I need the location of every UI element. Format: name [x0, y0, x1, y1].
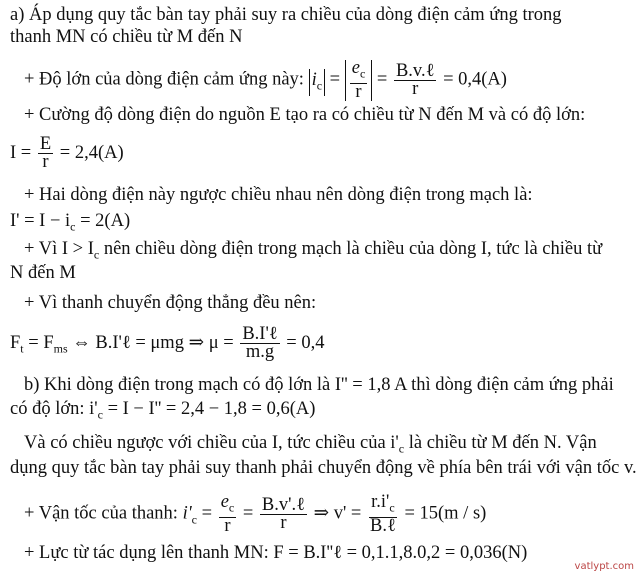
text-line: có độ lớn: $i'_c = I - I'' = 2,4 - 1,8 = 0,6(A)$ — [10, 399, 316, 422]
eq-total-current: $I' = I - i_c = 2(A)$ — [10, 211, 131, 234]
text-line: b) Khi dòng điện trong mạch có độ lớn là I'' = 1,8 A thì dòng điện cảm ứng phải — [24, 375, 614, 395]
eq-source-current: I = $\frac{E}{r}$ = 2,4(A) — [10, 134, 124, 172]
text-line: + Vì $I > I_c$ nên chiều dòng điện trong mạch là chiều của dòng I, tức là chiều từ — [24, 239, 603, 262]
abs-ic: $i_c$ — [309, 69, 325, 97]
watermark: vatlypt.com — [574, 561, 634, 572]
text-line: + Hai dòng điện này ngược chiều nhau nên dòng điện trong mạch là: — [24, 185, 533, 205]
text-line: + Vì thanh chuyển động thẳng đều nên: — [24, 293, 317, 313]
eq-velocity: + Vận tốc của thanh: $i'_c$ = $\frac{e_c}{r}$ = $\frac{\text{B.v'.ℓ}}{r}$ ⇒ v' = $\frac{r.i'_c}{\text{B.ℓ}}$ = 15(m / s) — [24, 492, 487, 536]
text-line: + Cường độ dòng điện do nguồn E tạo ra có chiều từ N đến M và có độ lớn: — [24, 105, 586, 125]
fraction-e-r: $\frac{E}{r}$ — [39, 134, 52, 172]
text-line: a) Áp dụng quy tắc bàn tay phải suy ra chiều của dòng điện cảm ứng trong — [10, 5, 562, 25]
text-line: Và có chiều ngược với chiều của I, tức chiều của $i'_c$ là chiều từ M đến N. Vận — [24, 433, 597, 456]
result: = 0,4(A) — [443, 69, 507, 90]
eq-friction: $F_t = F_{ms}$ ⇔ B.I'ℓ = μmg ⇒ μ = $\frac{\text{B.I'ℓ}}{m.g}$ = 0,4 — [10, 324, 325, 362]
text-line: + Lực từ tác dụng lên thanh MN: F = B.I''ℓ = 0,1.1,8.0,2 = 0,036(N) — [24, 543, 528, 563]
bullet-induced-current: + Độ lớn của dòng điện cảm ứng này: $i_c$ = $\frac{e_c}{r}$ = $\frac{\text{B.v.ℓ}}{r}$ = 0,4(A) — [24, 58, 507, 102]
fraction-ric-bl: $\frac{r.i'_c}{\text{B.ℓ}}$ — [370, 492, 396, 536]
text-line: N đến M — [10, 263, 76, 283]
text-line: thanh MN có chiều từ M đến N — [10, 27, 243, 47]
fraction-mu: $\frac{\text{B.I'ℓ}}{m.g}$ — [242, 324, 278, 362]
fraction-ec-r: $\frac{e_c}{r}$ — [220, 492, 235, 536]
fraction-bvpl-r: $\frac{\text{B.v'.ℓ}}{r}$ — [261, 494, 305, 533]
fraction-bvl-r: $\frac{\text{B.v.ℓ}}{r}$ — [395, 60, 435, 99]
text-line: dụng quy tắc bàn tay phải suy thanh phải chuyển động về phía bên trái với vận tốc v. — [10, 458, 637, 478]
abs-fraction: $\frac{e_c}{r}$ — [345, 60, 373, 101]
bullet-label: + Độ lớn của dòng điện cảm ứng này: — [24, 69, 304, 90]
